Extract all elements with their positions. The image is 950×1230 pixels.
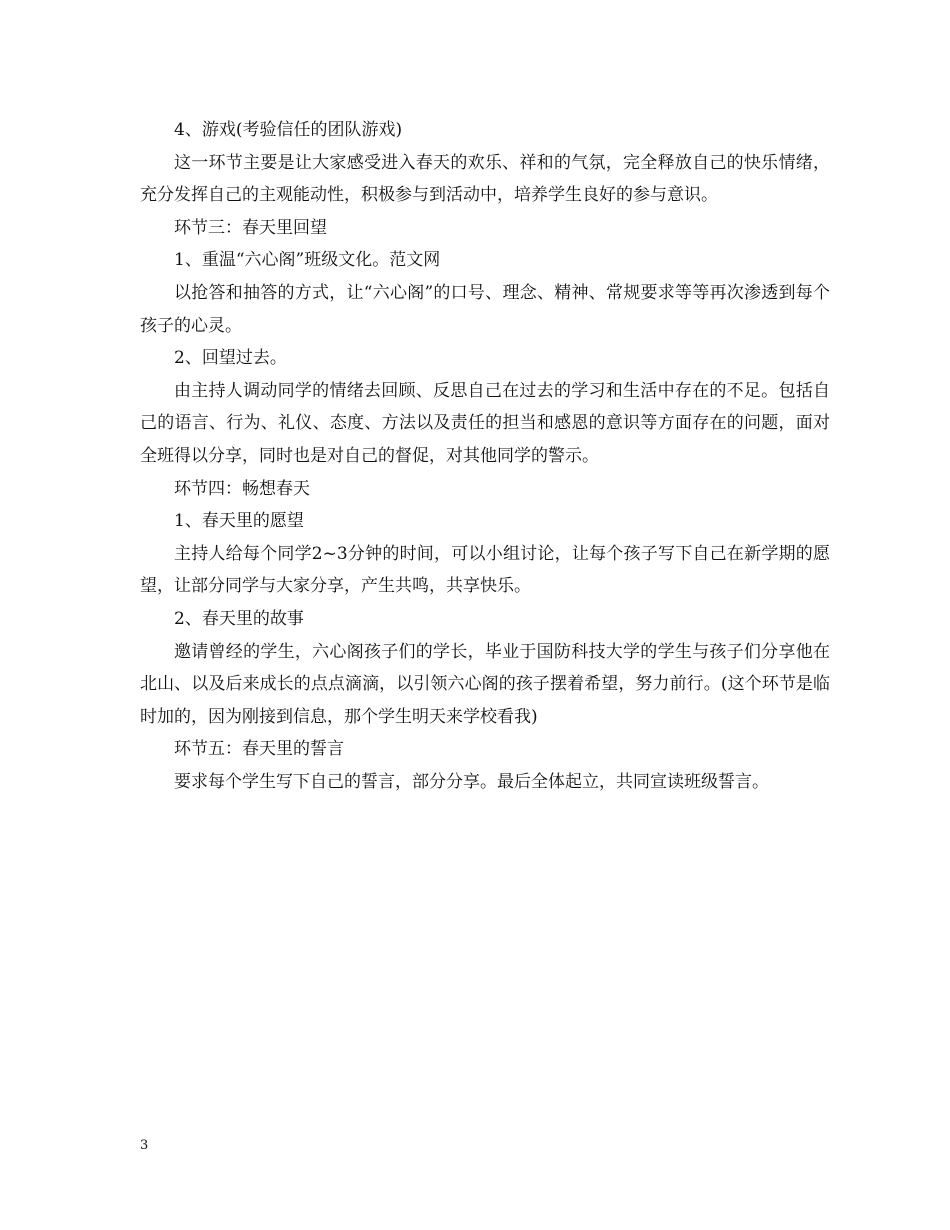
paragraph-review-culture-description: 以抢答和抽答的方式，让“六心阁”的口号、理念、精神、常规要求等等再次渗透到每个孩子的心灵。 [140, 282, 830, 336]
paragraph-review-culture: 1、重温“六心阁”班级文化。范文网 [174, 250, 441, 271]
section-heading-4: 环节四：畅想春天 [174, 478, 310, 499]
paragraph-spring-wish: 1、春天里的愿望 [174, 511, 304, 532]
paragraph-game: 4、游戏(考验信任的团队游戏) [174, 120, 403, 140]
section-heading-3: 环节三：春天里回望 [174, 217, 327, 238]
paragraph-spring-story-description: 邀请曾经的学生，六心阁孩子们的学长，毕业于国防科技大学的学生与孩子们分享他在北山、以及后来成长的点点滴滴，以引领六心阁的孩子摆着希望，努力前行。(这个环节是临时加的，因为刚接到信息，那个学生明天来学校看我) [140, 641, 830, 727]
paragraph-oath-description: 要求每个学生写下自己的誓言，部分分享。最后全体起立，共同宣读班级誓言。 [174, 771, 769, 792]
section-heading-5: 环节五：春天里的誓言 [174, 739, 344, 760]
document-body [140, 114, 830, 798]
paragraph-game-description: 这一环节主要是让大家感受进入春天的欢乐、祥和的气氛，完全释放自己的快乐情绪，充分发挥自己的主观能动性，积极参与到活动中，培养学生良好的参与意识。 [140, 152, 830, 206]
paragraph-look-back: 2、回望过去。 [174, 348, 287, 369]
page-number: 3 [140, 1138, 149, 1153]
paragraph-spring-story: 2、春天里的故事 [174, 608, 304, 629]
paragraph-look-back-description: 由主持人调动同学的情绪去回顾、反思自己在过去的学习和生活中存在的不足。包括自己的语言、行为、礼仪、态度、方法以及责任的担当和感恩的意识等方面存在的问题，面对全班得以分享，同时也是对自己的督促，对其他同学的警示。 [140, 380, 830, 466]
paragraph-spring-wish-description: 主持人给每个同学2~3分钟的时间，可以小组讨论，让每个孩子写下自己在新学期的愿望，让部分同学与大家分享，产生共鸣，共享快乐。 [140, 543, 830, 597]
